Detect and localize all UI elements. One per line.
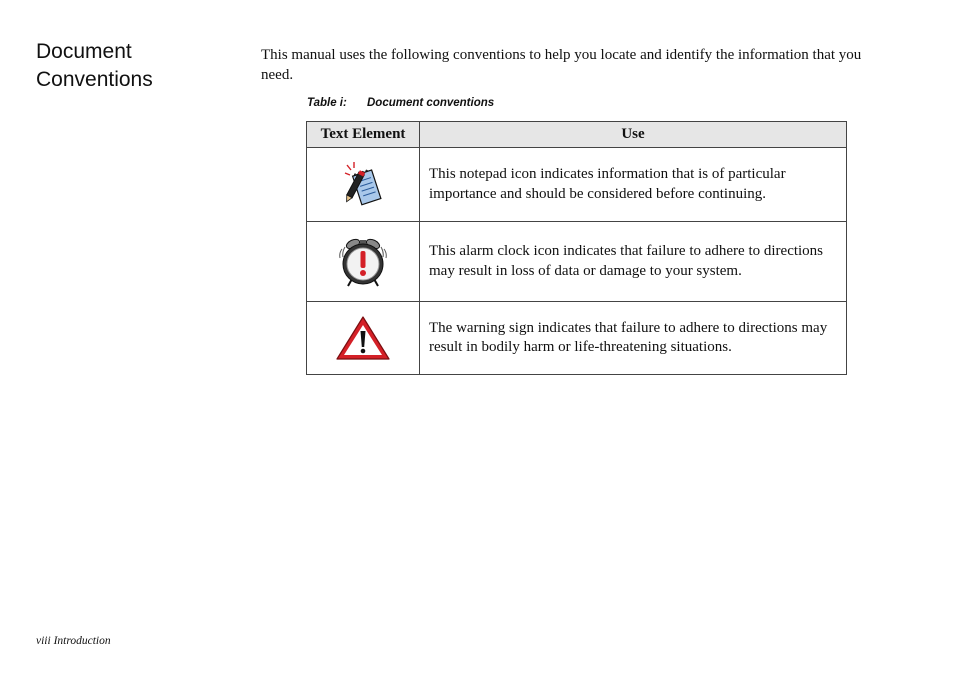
section-heading-line1: Document <box>36 40 132 63</box>
notepad-icon <box>307 160 419 210</box>
use-description: This notepad icon indicates information that is of particular importance and should be considered before continuing. <box>420 148 847 222</box>
table-caption-title: Document conventions <box>367 97 495 109</box>
icon-cell <box>307 222 420 302</box>
column-header-use: Use <box>420 122 847 148</box>
table-header-row <box>307 122 847 148</box>
intro-paragraph: This manual uses the following conventions to help you locate and identify the information that you need. <box>261 47 862 83</box>
column-header-text-element: Text Element <box>307 122 420 148</box>
use-description: This alarm clock icon indicates that failure to adhere to directions may result in loss of data or damage to your system. <box>420 222 847 302</box>
section-heading <box>36 38 236 94</box>
table-caption <box>307 97 494 109</box>
warning-sign-icon <box>307 314 419 362</box>
table-row <box>307 148 847 222</box>
section-heading-line2: Conventions <box>36 68 153 91</box>
conventions-table <box>306 121 847 375</box>
alarm-clock-icon <box>307 235 419 289</box>
table-row <box>307 302 847 375</box>
icon-cell <box>307 148 420 222</box>
table-row <box>307 222 847 302</box>
table-caption-number: Table i: <box>307 97 347 109</box>
page-footer: viii Introduction <box>36 635 111 647</box>
icon-cell <box>307 302 420 375</box>
use-description: The warning sign indicates that failure to adhere to directions may result in bodily harm or life-threatening situations. <box>420 302 847 375</box>
